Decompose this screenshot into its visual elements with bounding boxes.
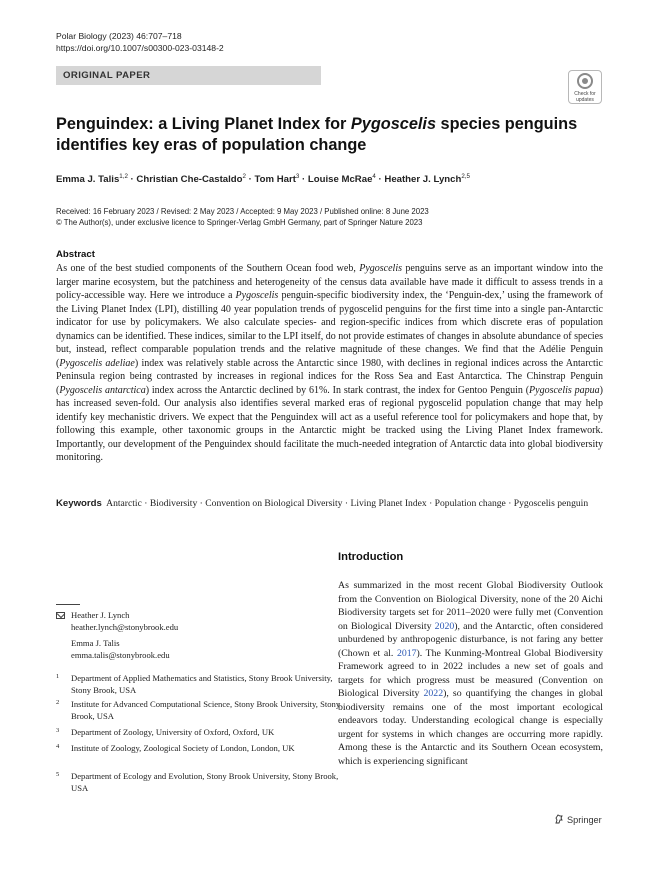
author-name[interactable]: Christian Che‑Castaldo (136, 174, 243, 186)
intro-segment: ), so quantifying the changes in global biodiversity remains one of the most important ecological endeavors today. Understanding ecological change is especially urgent for systems in which changes are occurring more rapidly. Among these is the Antarctic and its Southern Ocean ecosystem, which is experiencing significant (338, 688, 603, 767)
abstract-text (56, 262, 603, 465)
author-list (56, 173, 470, 185)
keywords (56, 497, 603, 511)
intro-segment: ). The Kunming-Montreal Global Biodiversity Framework agreed to in 2022 includes a new set of goals and targets for which progress must be measured (Convention on Biological Diversity (338, 647, 603, 699)
publisher-footer (554, 814, 602, 825)
article-dates (56, 207, 429, 228)
check-for-updates-badge[interactable] (568, 70, 602, 104)
affiliation-text: Institute for Advanced Computational Science, Stony Brook University, Stony Brook, USA (71, 699, 341, 721)
author-affiliation-marker: 1,2 (119, 173, 128, 180)
envelope-icon (56, 612, 65, 619)
badge-line2: updates (576, 97, 594, 103)
title-italic: Pygoscelis (350, 115, 436, 133)
citation-link[interactable]: 2020 (434, 620, 455, 632)
affiliation-number: 3 (56, 727, 60, 734)
citation-link[interactable]: 2017 (396, 647, 417, 659)
author-separator: · (245, 174, 255, 186)
abstract-italic: Pygoscelis papua (529, 384, 600, 396)
author-affiliation-marker: 2,5 (461, 173, 470, 180)
badge-line1: Check for (574, 91, 596, 97)
affiliation-number: 1 (56, 673, 60, 680)
affiliation-text: Department of Zoology, University of Oxford, Oxford, UK (71, 727, 275, 737)
journal-header (56, 30, 224, 54)
contact-name: Emma J. Talis (71, 638, 120, 648)
affiliation-text: Department of Applied Mathematics and Statistics, Stony Brook University, Stony Brook, USA (71, 673, 333, 695)
intro-segment: ), and the Antarctic, often considered unburdened by anthropogenic disturbance, is not faring any better (Chown et al. (338, 620, 603, 659)
affiliation-text: Department of Ecology and Evolution, Stony Brook University, Stony Brook, USA (71, 771, 339, 793)
corresponding-contacts (56, 610, 336, 670)
springer-horse-icon (554, 814, 564, 824)
article-type-band (56, 66, 321, 85)
author-affiliation-marker: 3 (295, 173, 300, 180)
author-name[interactable]: Tom Hart (254, 174, 296, 186)
author-name[interactable]: Louise McRae (307, 174, 373, 186)
affiliation-number: 5 (56, 771, 60, 778)
author-separator: · (127, 174, 137, 186)
introduction-heading: Introduction (338, 551, 404, 563)
author-separator: · (299, 174, 308, 186)
abstract-heading: Abstract (56, 249, 95, 260)
contact-1 (71, 610, 178, 633)
abstract-segment: penguin-specific biodiversity index, the ‘Penguin-dex,’ using the framework of the Living Planet Index (LPI), distilling 40 year population trends of pygoscelid penguins for the first time into a single pan-Antarctic indicator for use by policymakers. We also calculate species- and region-specific indices from which discrete eras of population dynamics can be identified. These indices, similar to the LPI itself, do not provide estimates of changes in absolute abundance of species but, instead, reflect comparable population trends and the relative magnitude of these changes. We find that the Adélie Penguin ( (56, 290, 603, 369)
abstract-segment: As one of the best studied components of the Southern Ocean food web, (56, 263, 360, 274)
citation-link[interactable]: 2022 (423, 688, 444, 699)
article-type: ORIGINAL PAPER (63, 69, 151, 81)
abstract-italic: Pygoscelis (359, 263, 402, 274)
footnote-rule (56, 604, 80, 605)
publisher-name: Springer (567, 815, 602, 825)
publication-history: Received: 16 February 2023 / Revised: 2 May 2023 / Accepted: 9 May 2023 / Published online: 8 June 2023 (56, 207, 429, 216)
affiliation-number: 2 (56, 699, 60, 706)
affiliation-text: Institute of Zoology, Zoological Society of London, London, UK (71, 743, 295, 753)
contact-email[interactable]: heather.lynch@stonybrook.edu (71, 621, 179, 632)
intro-segment: As summarized in the most recent Global Biodiversity Outlook from the Convention on Biological Diversity, none of the 20 Aichi Biodiversity targets set for 2011–2020 were fully met (Convention on Biological Diversity (338, 580, 603, 632)
author-separator: · (375, 174, 385, 186)
abstract-segment: ) index across the Antarctic declined by 61%. In stark contrast, the index for Gentoo Penguin ( (145, 384, 530, 396)
title-part1: Penguindex: a Living Planet Index for (56, 115, 351, 133)
author-name[interactable]: Heather J. Lynch (384, 174, 462, 186)
affiliation-number: 4 (56, 743, 60, 750)
abstract-italic: Pygoscelis antarctica (59, 384, 146, 396)
article-title (56, 114, 596, 156)
abstract-segment: ) has increased seven-fold. Our analysis also identifies several marked eras of regional pygoscelid population change that may help identify key mechanistic drivers. We expect that the Penguindex will act as a useful reference tool for policymakers and hope that, by following this example, other taxonomic groups in the Antarctic might be tracked using the Living Planet Index framework. Importantly, our development of the Penguindex should facilitate the much-needed integration of Antarctic data into global biodiversity monitoring. (56, 384, 604, 463)
title-part2: species penguins identifies key eras of population change (56, 115, 578, 154)
abstract-segment: ) index was relatively stable across the Antarctic since 1980, with declines in regional indices across the Antarctic Peninsula region being contrasted by increases in regional indices for the Ross Sea and East Antarctica. The Chinstrap Penguin ( (56, 357, 603, 396)
copyright-line: © The Author(s), under exclusive licence to Springer-Verlag GmbH Germany, part of Springer Nature 2023 (56, 217, 423, 227)
abstract-italic: Pygoscelis (235, 290, 279, 301)
keywords-label: Keywords (56, 498, 102, 509)
contact-2 (71, 638, 170, 661)
doi-link[interactable]: https://doi.org/10.1007/s00300-023-03148-2 (56, 43, 224, 53)
author-affiliation-marker: 2 (242, 173, 246, 180)
author-name[interactable]: Emma J. Talis (56, 174, 120, 186)
abstract-italic: Pygoscelis adeliae (59, 357, 135, 369)
contact-email[interactable]: emma.talis@stonybrook.edu (71, 649, 170, 660)
author-affiliation-marker: 4 (372, 173, 376, 180)
introduction-text (338, 579, 603, 768)
abstract-segment: penguins serve as an important window into the larger marine ecosystem, but the patchiness and heterogeneity of the census data available have made it difficult to assess trends in a policy-accessible way. Here we introduce a (56, 263, 603, 301)
check-for-updates-icon (577, 73, 593, 89)
contact-name: Heather J. Lynch (71, 610, 130, 620)
keywords-text: Antarctic · Biodiversity · Convention on Biological Diversity · Living Planet Index · Population change · Pygoscelis penguin (106, 498, 589, 509)
journal-citation: Polar Biology (2023) 46:707–718 (56, 31, 182, 41)
